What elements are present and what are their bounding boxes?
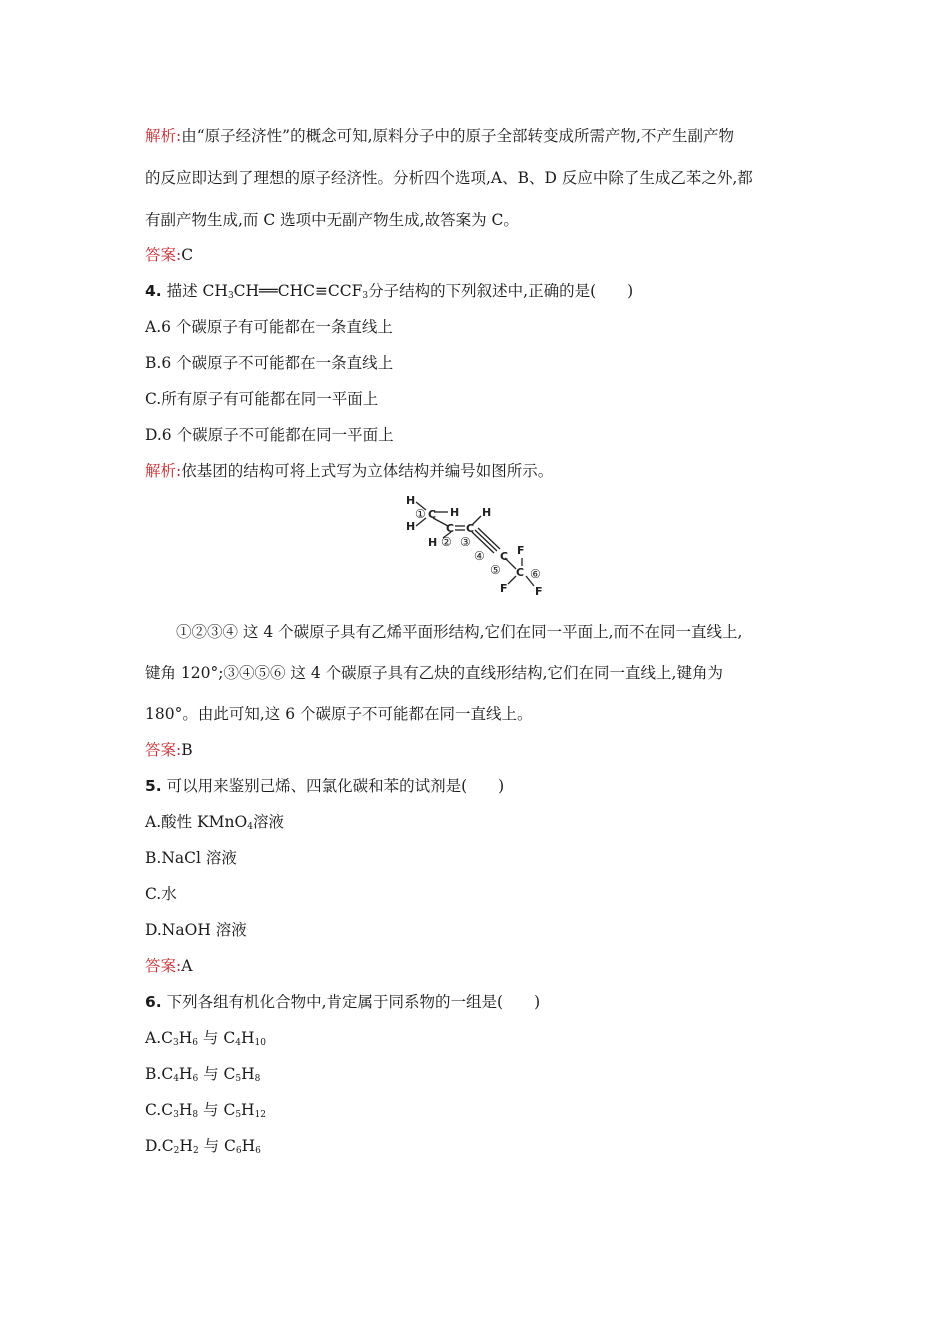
- q4-answer-value: B: [181, 741, 193, 759]
- diagram-label-2: ②: [441, 535, 452, 549]
- diagram-atom-h4: H: [428, 536, 438, 549]
- q4-option-c: C.所有原子有可能都在同一平面上: [145, 390, 379, 408]
- q5-number: 5.: [145, 777, 162, 795]
- diagram-atom-f3: F: [535, 585, 543, 598]
- diagram-atom-c4: C: [500, 550, 509, 563]
- q4-option-a: A.6 个碳原子有可能都在一条直线上: [145, 318, 393, 336]
- diagram-atom-f2: F: [500, 582, 508, 595]
- q3-analysis-line-3: 有副产物生成,而 C 选项中无副产物生成,故答案为 C。: [145, 211, 519, 229]
- q6-option-a: $A.C_3H_6$ 与 $C_4H_{10}$: [145, 1029, 266, 1048]
- q6-option-c: $C.C_3H_8$ 与 $C_5H_{12}$: [145, 1101, 267, 1120]
- q3-answer-value: C: [181, 246, 194, 264]
- q4-option-d: D.6 个碳原子不可能都在同一平面上: [145, 426, 394, 444]
- q4-analysis-line-1: ①②③④ 这 4 个碳原子具有乙烯平面形结构,它们在同一平面上,而不在同一直线上,: [176, 623, 743, 641]
- q3-answer: [145, 244, 193, 266]
- q6-stem: 6. 下列各组有机化合物中,肯定属于同系物的一组是( ): [145, 993, 541, 1011]
- q5-option-a: A.酸性 KMnO$_4$溶液: [145, 813, 284, 832]
- diagram-atom-h2: H: [406, 520, 416, 533]
- q5-answer-label: 答案:: [145, 957, 182, 975]
- diagram-atom-c2: C: [446, 522, 455, 535]
- molecule-structure-diagram: [398, 488, 558, 600]
- q4-analysis-line-2: 键角 120°;③④⑤⑥ 这 4 个碳原子具有乙炔的直线形结构,它们在同一直线上,键角为: [145, 664, 723, 682]
- diagram-atom-h5: H: [482, 506, 492, 519]
- q5-option-d: D.NaOH 溶液: [145, 921, 247, 939]
- diagram-atom-f1: F: [517, 544, 525, 557]
- q3-analysis-label: 解析:: [145, 127, 182, 145]
- q3-analysis-line-1: 解析:由“原子经济性”的概念可知,原料分子中的原子全部转变成所需产物,不产生副产物: [145, 127, 734, 145]
- diagram-atom-c5: C: [516, 566, 525, 579]
- q4-stem: 4. 描述 $CH_3CH══CHC\equiv CCF_3$分子结构的下列叙述中,正确的是( ): [145, 282, 634, 301]
- diagram-atom-c3: C: [466, 522, 475, 535]
- q4-analysis-intro: 解析:依基团的结构可将上式写为立体结构并编号如图所示。: [145, 462, 554, 480]
- diagram-label-5: ⑤: [490, 563, 501, 577]
- q5-option-c: C.水: [145, 885, 177, 903]
- q4-answer: [145, 739, 193, 761]
- diagram-label-4: ④: [474, 549, 485, 563]
- diagram-atom-h3: H: [450, 506, 460, 519]
- diagram-atom-h1: H: [406, 494, 416, 507]
- diagram-label-1: ①: [415, 507, 426, 521]
- q4-analysis-label: 解析:: [145, 462, 182, 480]
- q5-answer: [145, 955, 192, 977]
- q4-analysis-line-3: 180°。由此可知,这 6 个碳原子不可能都在同一直线上。: [145, 705, 533, 723]
- diagram-label-6: ⑥: [530, 567, 541, 581]
- diagram-atom-c1: C: [428, 508, 437, 521]
- q5-option-b: B.NaCl 溶液: [145, 849, 237, 867]
- diagram-label-3: ③: [460, 535, 471, 549]
- q4-number: 4.: [145, 282, 162, 300]
- q5-stem: 5. 可以用来鉴别己烯、四氯化碳和苯的试剂是( ): [145, 777, 505, 795]
- q3-analysis-line-2: 的反应即达到了理想的原子经济性。分析四个选项,A、B、D 反应中除了生成乙苯之外,都: [145, 169, 753, 187]
- q4-option-b: B.6 个碳原子不可能都在一条直线上: [145, 354, 394, 372]
- q6-option-b: $B.C_4H_6$ 与 $C_5H_8$: [145, 1065, 261, 1084]
- q5-answer-value: A: [181, 957, 193, 975]
- q6-number: 6.: [145, 993, 162, 1011]
- q3-answer-label: 答案:: [145, 246, 182, 264]
- q6-option-d: $D.C_2H_2$ 与 $C_6H_6$: [145, 1137, 261, 1156]
- q4-answer-label: 答案:: [145, 741, 182, 759]
